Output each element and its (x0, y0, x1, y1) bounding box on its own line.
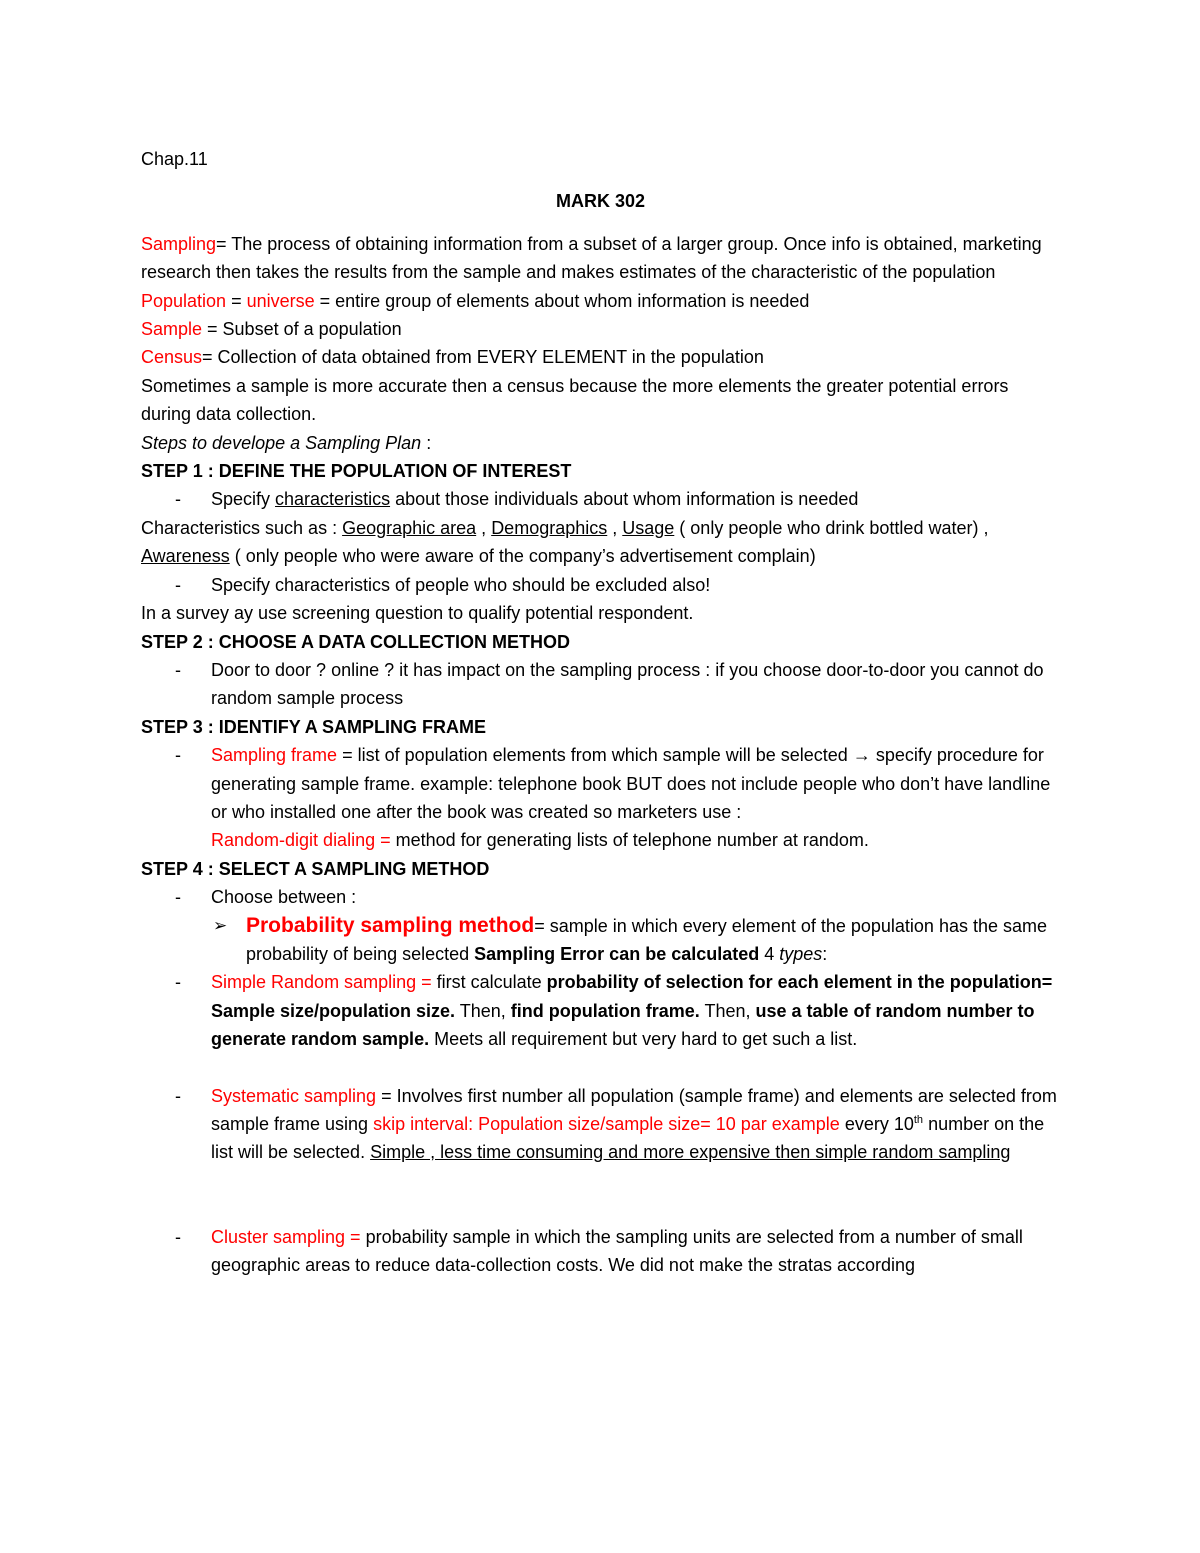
sample-text: = Subset of a population (202, 319, 402, 340)
sys-text-a: = Involves first number all population (sample frame) and elements are selected from sample frame using (211, 1085, 1057, 1134)
characteristics-line (141, 514, 1060, 571)
skip-interval-text: skip interval: Population size/sample size= 10 par example (373, 1114, 840, 1134)
awareness: Awareness (141, 546, 230, 567)
probability-sampling-text: = sample in which every element of the population has the same probability of being selected (246, 915, 1048, 964)
universe-term: universe (246, 290, 315, 311)
sample-term: Sample (141, 319, 203, 340)
simple-random-sampling-item (141, 968, 1060, 1053)
srs-text-d: find population frame. (510, 1000, 700, 1021)
sometimes-paragraph: Sometimes a sample is more accurate then a census because the more elements the greater potential errors during data collection. (141, 375, 1009, 425)
probability-sampling-item (141, 912, 1060, 969)
sampling-error-bold: Sampling Error can be calculated (474, 943, 760, 964)
simple-random-sampling-term: Simple Random sampling = (211, 972, 432, 993)
population-term: Population (141, 290, 227, 311)
step1-bullet-1 (141, 485, 1060, 513)
step1-bullet-2: - Specify characteristics of people who should be excluded also! (141, 571, 1060, 599)
sys-text-c: number on the list will be selected. (211, 1114, 1045, 1163)
spacer (141, 1195, 1060, 1223)
usage-text: ( only people who drink bottled water) , (674, 517, 989, 538)
course-title: MARK 302 (555, 191, 646, 212)
step1-b1-pre: Specify (211, 489, 276, 510)
sampling-frame-text-2: specify procedure for generating sample frame. example: telephone book BUT does not include people who don’t have landline or who installed one after the book was created so marketers use : (211, 745, 1051, 822)
srs-text-c: Then, (455, 1000, 511, 1021)
chars-sep-2: , (607, 517, 623, 538)
cluster-sampling-text: probability sample in which the sampling units are selected from a number of small geographic areas to reduce data-collection costs. We did not make the stratas according (211, 1226, 1023, 1276)
sampling-frame-term: Sampling frame (211, 745, 338, 766)
step3-heading: STEP 3 : IDENTIFY A SAMPLING FRAME (141, 716, 487, 737)
srs-text-b: probability of selection for each element in the population= Sample size/population size. (211, 972, 1053, 1021)
sampling-term: Sampling (141, 233, 217, 254)
cluster-sampling-term: Cluster sampling = (211, 1226, 361, 1247)
srs-text-a: first calculate (431, 972, 547, 993)
types-colon: : (822, 943, 828, 964)
spacer (141, 1054, 1060, 1082)
chapter-label: Chap.11 (141, 149, 208, 169)
population-definition (141, 287, 1060, 315)
step4-heading: STEP 4 : SELECT A SAMPLING METHOD (141, 858, 490, 879)
srs-text-g: Meets all requirement but very hard to get such a list. (429, 1029, 858, 1050)
step1-b1-underlined: characteristics (275, 489, 391, 510)
steps-intro (141, 429, 1060, 457)
sampling-text: = The process of obtaining information from a subset of a larger group. Once info is obtained, marketing research then takes the results from the sample and makes estimates of the characteristic of the population (141, 233, 1042, 283)
chars-sep-1: , (476, 517, 492, 538)
srs-text-f: use a table of random number to generate random sample. (211, 1000, 1035, 1050)
types-word: types (779, 943, 823, 964)
sys-underlined-text: Simple , less time consuming and more expensive then simple random sampling (370, 1142, 1011, 1163)
random-digit-dialing-text: method for generating lists of telephone number at random. (390, 830, 869, 851)
types-count: 4 (759, 943, 780, 964)
usage: Usage (622, 517, 675, 538)
cluster-sampling-item (141, 1223, 1060, 1280)
steps-intro-colon: : (421, 432, 432, 453)
systematic-sampling-term: Systematic sampling (211, 1085, 377, 1106)
chars-pre: Characteristics such as : (141, 517, 343, 538)
population-eq: = (226, 290, 247, 311)
demographics: Demographics (491, 517, 608, 538)
ordinal-suffix: th (913, 1114, 924, 1126)
geographic-area: Geographic area (342, 517, 477, 538)
census-definition (141, 343, 1060, 371)
sys-text-b: every 10 (839, 1114, 914, 1134)
step1-heading: STEP 1 : DEFINE THE POPULATION OF INTEREST (141, 461, 572, 482)
population-text: = entire group of elements about whom information is needed (314, 290, 810, 311)
census-term: Census (141, 347, 203, 368)
arrow-right-icon: → (852, 745, 871, 766)
srs-text-e: Then, (699, 1000, 756, 1021)
survey-line: In a survey ay use screening question to qualify potential respondent. (141, 603, 694, 624)
systematic-sampling-item (141, 1082, 1060, 1167)
probability-sampling-term: Probability sampling method (246, 913, 535, 937)
step4-bullet-choose: - Choose between : (141, 883, 1060, 911)
arrowhead-bullet-icon: ➢ (213, 915, 228, 935)
steps-intro-text: Steps to develope a Sampling Plan (141, 432, 422, 453)
random-digit-dialing-term: Random-digit dialing = (211, 830, 391, 851)
sample-definition (141, 315, 1060, 343)
step3-bullet-1 (141, 741, 1060, 855)
sampling-frame-text: = list of population elements from which sample will be selected (337, 745, 853, 766)
sampling-definition (141, 230, 1060, 287)
spacer (141, 1167, 1060, 1195)
awareness-text: ( only people who were aware of the company’s advertisement complain) (229, 546, 816, 567)
step2-bullet-1: - Door to door ? online ? it has impact on the sampling process : if you choose door-to-door you cannot do random sample process (141, 656, 1060, 713)
step1-b1-post: about those individuals about whom information is needed (390, 489, 859, 510)
census-text: = Collection of data obtained from EVERY ELEMENT in the population (202, 347, 764, 368)
step2-heading: STEP 2 : CHOOSE A DATA COLLECTION METHOD (141, 631, 571, 652)
